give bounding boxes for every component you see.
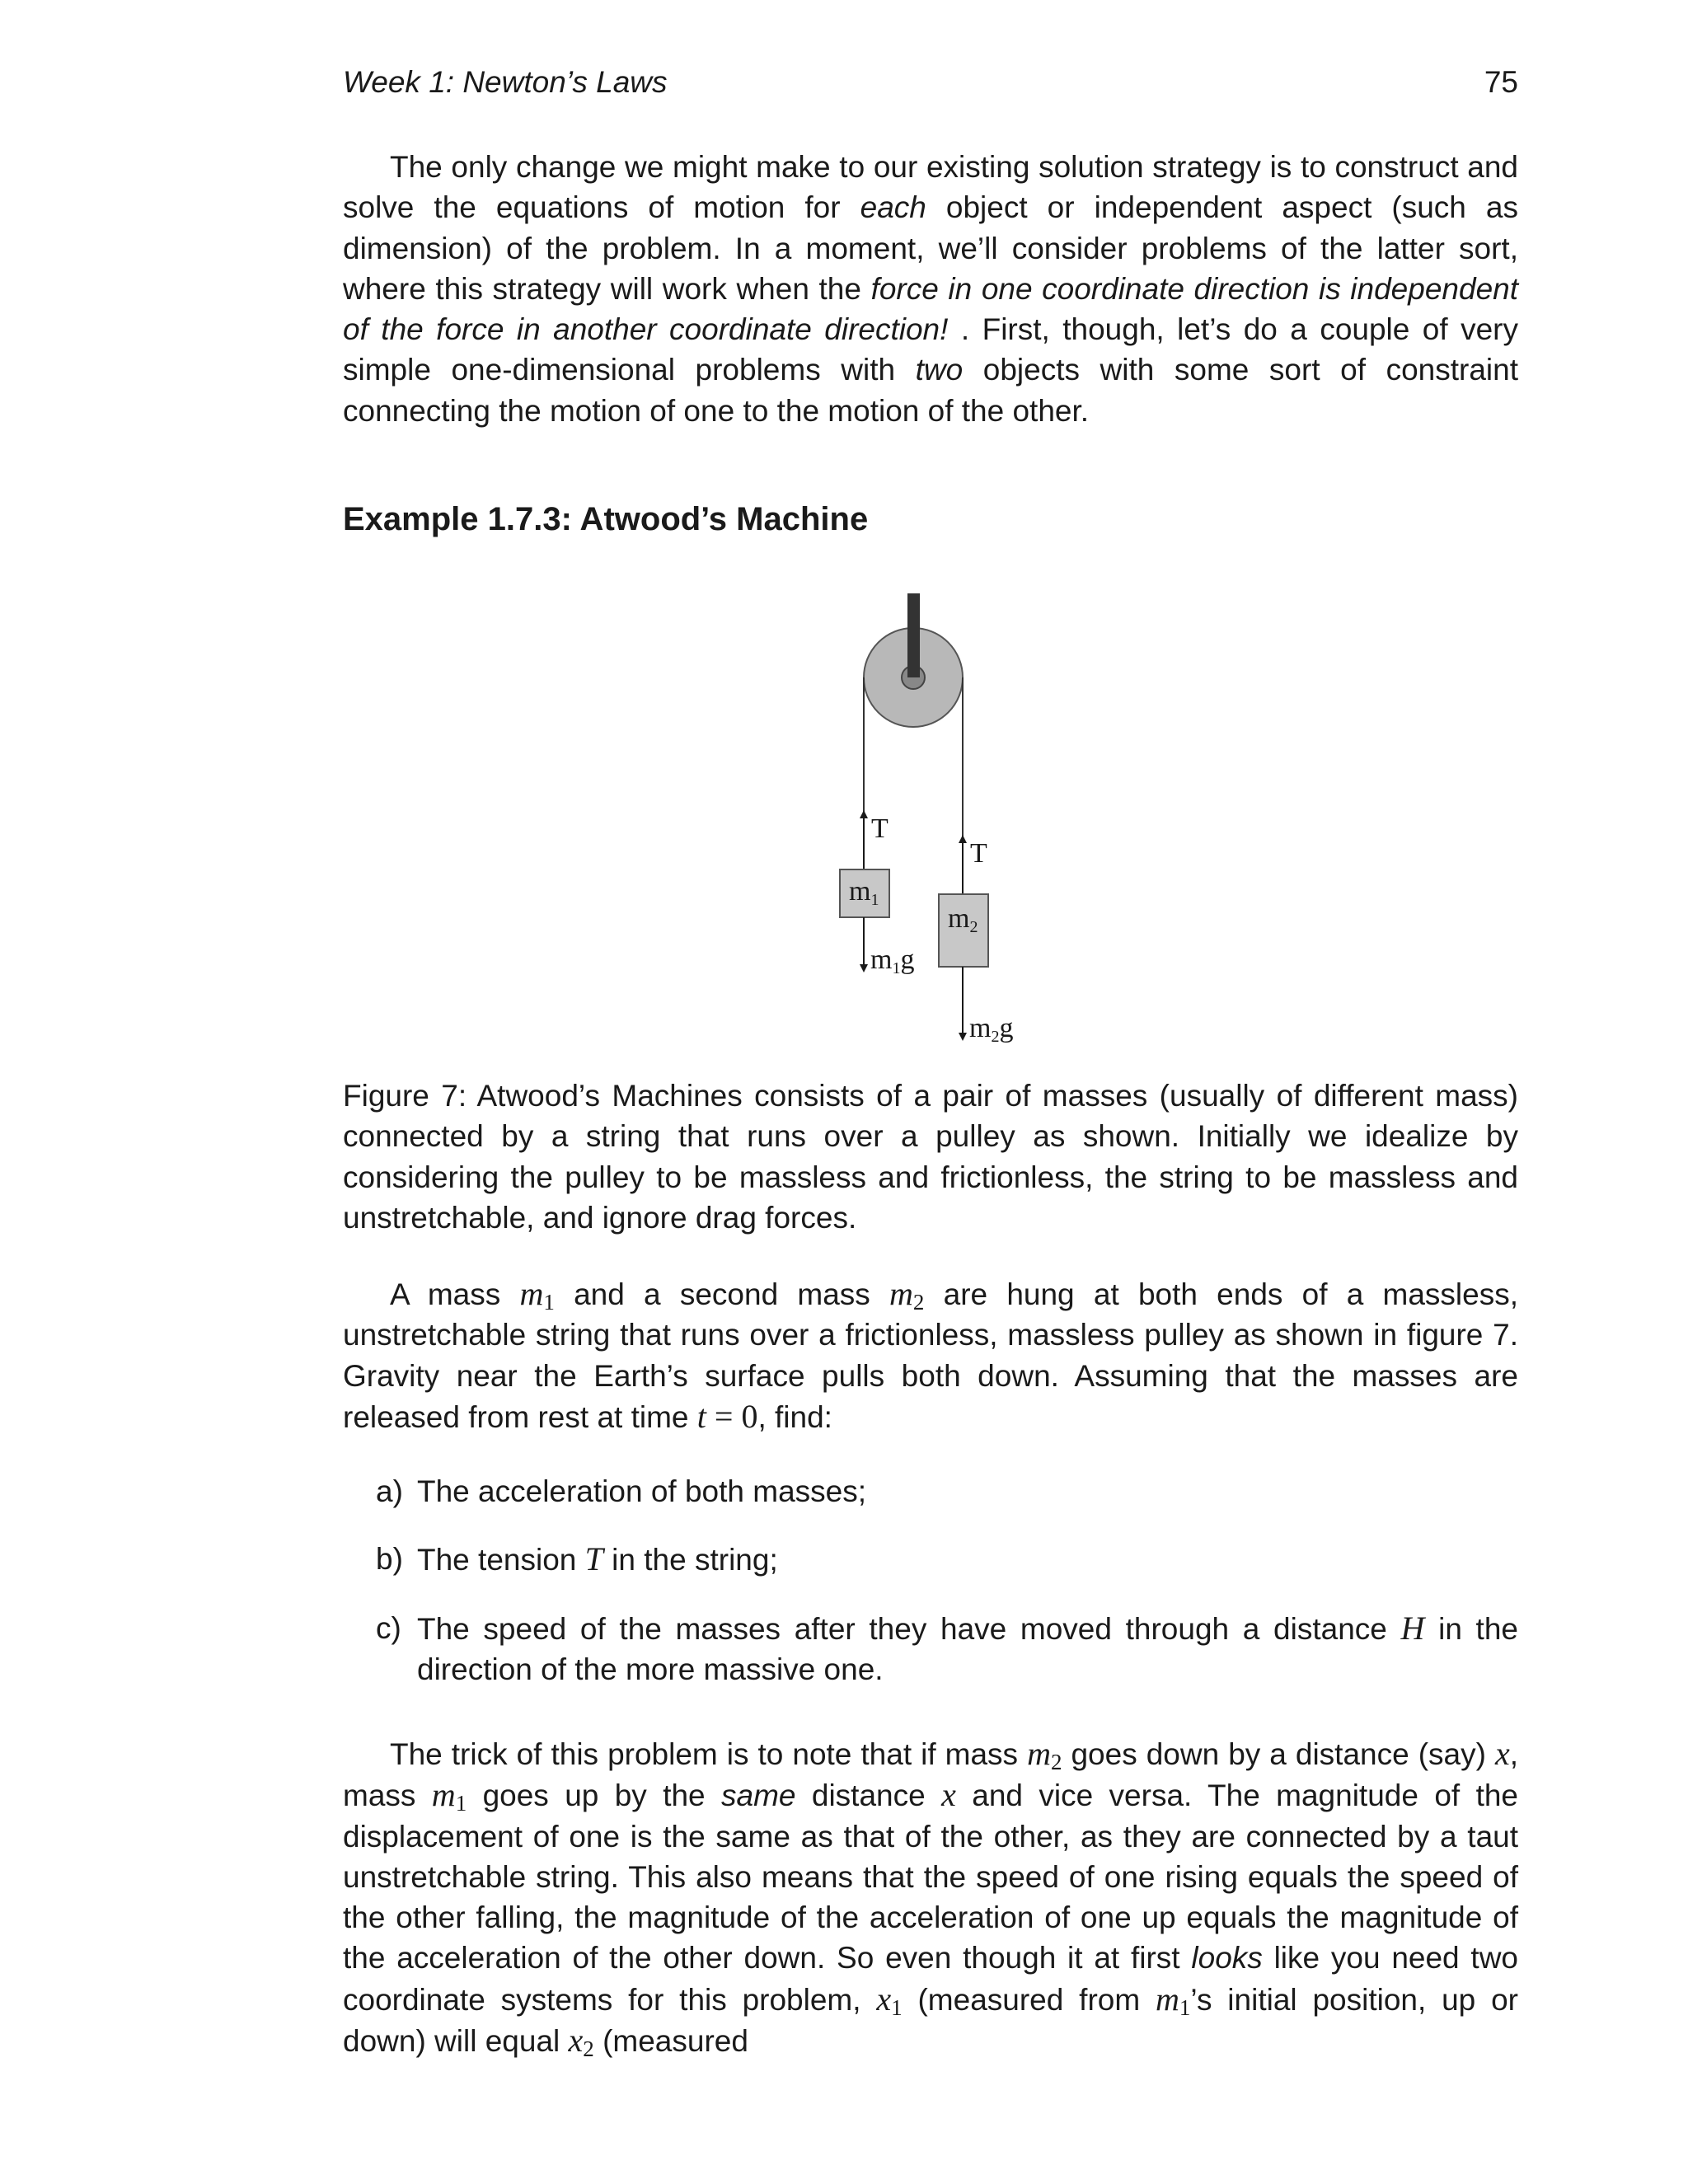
task-item: c) The speed of the masses after they have moved through a distance H in the direction of the more massive one. bbox=[376, 1609, 1518, 1686]
task-item: a) The acceleration of both masses; bbox=[376, 1474, 867, 1508]
mass-1-label: m1 bbox=[849, 876, 879, 909]
example-heading: Example 1.7.3: Atwood’s Machine bbox=[343, 501, 869, 537]
pulley-mount-rod bbox=[907, 593, 920, 677]
task-list bbox=[343, 1471, 1518, 1717]
solution-paragraph: The trick of this problem is to note that if mass $m_2$ goes down by a distance (say) x, mass $m_1$ goes up by the same distance x and vice versa. The magnitude of the displacement of one is the same as that of the other, as they are connected by a taut unstretchable string. This also means that the speed of one rising equals the speed of the other falling, the magnitude of the acceleration of one up equals the magnitude of the acceleration of the other down. So even though it at first looks like you need two coordinate systems for this problem, $x_1$ (measured from $m_1’s$ initial position, up or down) will equal $x_2$ (measured bbox=[343, 1735, 1519, 2062]
figure-caption: Figure 7: Atwood’s Machines consists of a pair of masses (usually of different mass) connected by a string that runs over a pulley as shown. Initially we idealize by considering the pulley to be massless and frictionless, the string to be massless and unstretchable, and ignore drag forces. bbox=[343, 1079, 1518, 1235]
tension-label-right: T bbox=[970, 838, 987, 869]
running-title: Week 1: Newton’s Laws bbox=[343, 65, 668, 99]
mass-2-label: m2 bbox=[948, 903, 978, 936]
intro-paragraph: The only change we might make to our existing solution strategy is to construct and solve the equations of motion for each object or independent aspect (such as dimension) of the problem. In a moment, we’ll consider problems of the latter sort, where this strategy will work when the force in one coordinate direction is independent of the force in another coordinate direction! . First, though, let’s do a couple of very simple one-dimensional problems with two objects with some sort of constraint connecting the motion of one to the motion of the other. bbox=[343, 150, 1519, 428]
atwood-machine-figure bbox=[343, 593, 1518, 1055]
problem-statement: A mass $m_1$ and a second mass $m_2$ are hung at both ends of a massless, unstretchable string that runs over a frictionless, massless pulley as shown in figure 7. Gravity near the Earth’s surface pulls both down. Assuming that the masses are released from rest at time t = 0, find: bbox=[343, 1275, 1518, 1435]
task-item: b) The tension T in the string; bbox=[376, 1540, 778, 1578]
weight-2-label: m2g bbox=[969, 1013, 1014, 1046]
tension-label-left: T bbox=[871, 813, 889, 844]
atwood-machine-diagram bbox=[343, 593, 1518, 1055]
page-number: 75 bbox=[1484, 65, 1518, 99]
weight-1-label: m1g bbox=[870, 944, 915, 977]
